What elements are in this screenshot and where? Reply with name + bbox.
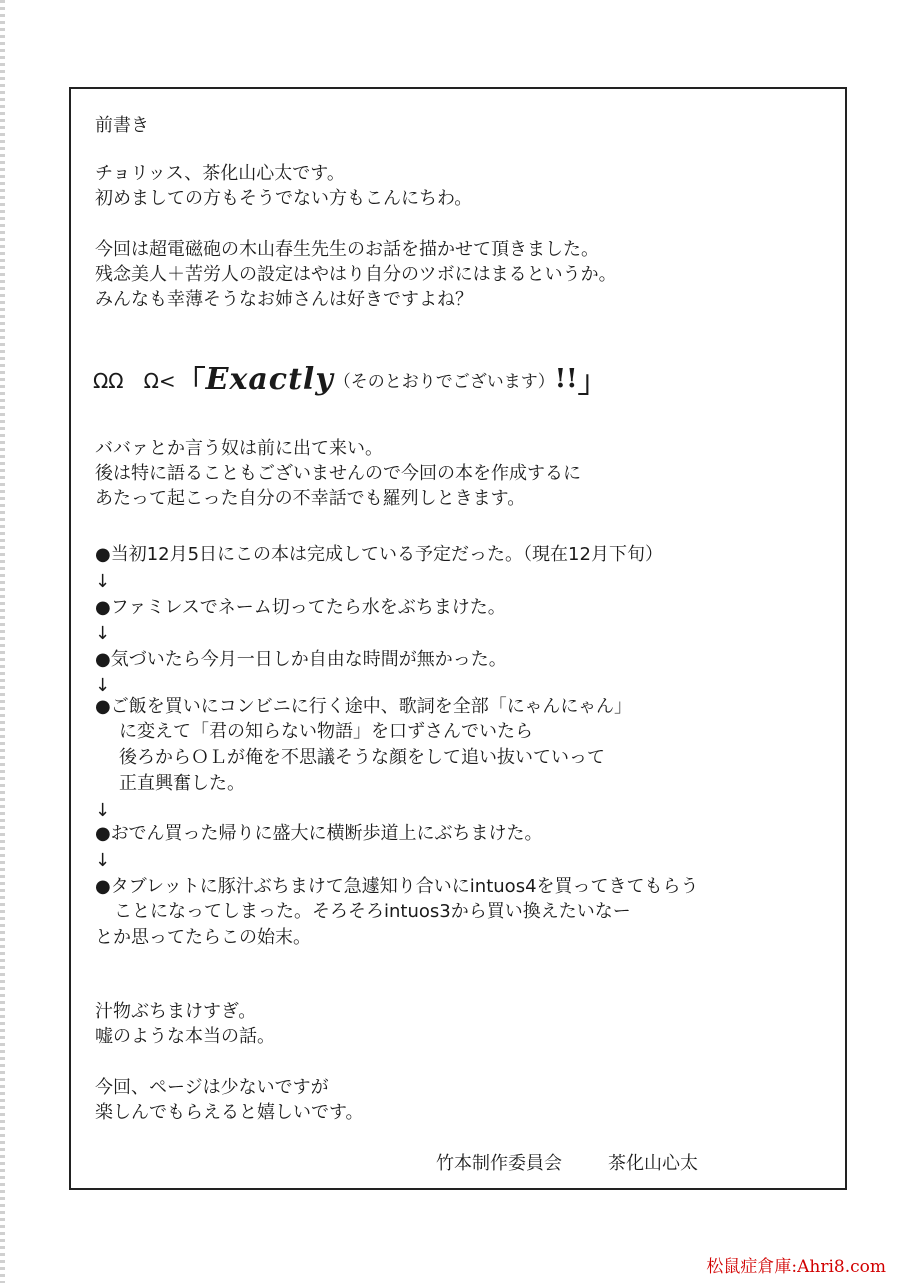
para2-line-1: ババァとか言う奴は前に出て来い。 (95, 438, 383, 459)
list-item-1: ●当初12月5日にこの本は完成している予定だった。（現在12月下旬） (95, 544, 663, 565)
list-item-6-line-3: とか思ってたらこの始末。 (95, 927, 311, 948)
down-arrow-3: ↓ (95, 675, 111, 696)
list-item-5: ●おでん買った帰りに盛大に横断歩道上にぶちまけた。 (95, 823, 543, 844)
list-item-4-line-3: 後ろからＯＬが俺を不思議そうな顔をして追い抜いていって (119, 747, 605, 768)
omega-prefix: ΩΩ Ω< (93, 368, 176, 393)
list-item-6-line-1: ●タブレットに豚汁ぶちまけて急遽知り合いにintuos4を買ってきてもらう (95, 876, 699, 897)
para1-line-1: 今回は超電磁砲の木山春生先生のお話を描かせて頂きました。 (95, 239, 599, 260)
para4-line-1: 今回、ページは少ないですが (95, 1077, 329, 1098)
para4-line-2: 楽しんでもらえると嬉しいです。 (95, 1102, 364, 1123)
signature-author: 茶化山心太 (608, 1153, 698, 1174)
para1-line-3: みんなも幸薄そうなお姉さんは好きですよね？ (95, 289, 473, 310)
intro-line-1: チョリッス、茶化山心太です。 (95, 163, 345, 184)
para1-line-2: 残念美人＋苦労人の設定はやはり自分のツボにはまるというか。 (95, 264, 617, 285)
list-item-6-line-2: ことになってしまった。そろそろintuos3から買い換えたいなー (114, 901, 631, 922)
down-arrow-2: ↓ (95, 623, 111, 644)
para3-line-1: 汁物ぶちまけすぎ。 (95, 1001, 257, 1022)
signature-circle: 竹本制作委員会 (436, 1153, 562, 1174)
exactly-bangs: !! (554, 364, 578, 394)
list-item-2: ●ファミレスでネーム切ってたら水をぶちまけた。 (95, 597, 506, 618)
exactly-word: Exactly (205, 361, 334, 397)
exactly-open-bracket: 「 (175, 365, 206, 400)
para3-line-2: 嘘のような本当の話。 (95, 1026, 275, 1047)
para2-line-3: あたって起こった自分の不幸話でも羅列しときます。 (95, 488, 526, 509)
exactly-gloss: （そのとおりでございます） (333, 371, 555, 392)
page-edge-marks (0, 0, 5, 1283)
list-item-4-line-4: 正直興奮した。 (119, 773, 245, 794)
exactly-close-bracket: 」 (577, 365, 608, 400)
down-arrow-5: ↓ (95, 850, 111, 871)
list-item-3: ●気づいたら今月一日しか自由な時間が無かった。 (95, 649, 507, 670)
intro-line-2: 初めましての方もそうでない方もこんにちわ。 (95, 188, 473, 209)
signature (436, 1152, 698, 1176)
heading-foreword: 前書き (95, 115, 149, 136)
para2-line-2: 後は特に語ることもございませんので今回の本を作成するに (95, 463, 581, 484)
list-item-4-line-1: ●ご飯を買いにコンビニに行く途中、歌詞を全部「にゃんにゃん」 (95, 696, 632, 717)
exactly-exclamation (93, 357, 608, 401)
site-watermark: 松鼠症倉庫:Ahri8.com (706, 1257, 886, 1277)
down-arrow-4: ↓ (95, 800, 111, 821)
list-item-4-line-2: に変えて「君の知らない物語」を口ずさんでいたら (119, 721, 533, 742)
down-arrow-1: ↓ (95, 571, 111, 592)
